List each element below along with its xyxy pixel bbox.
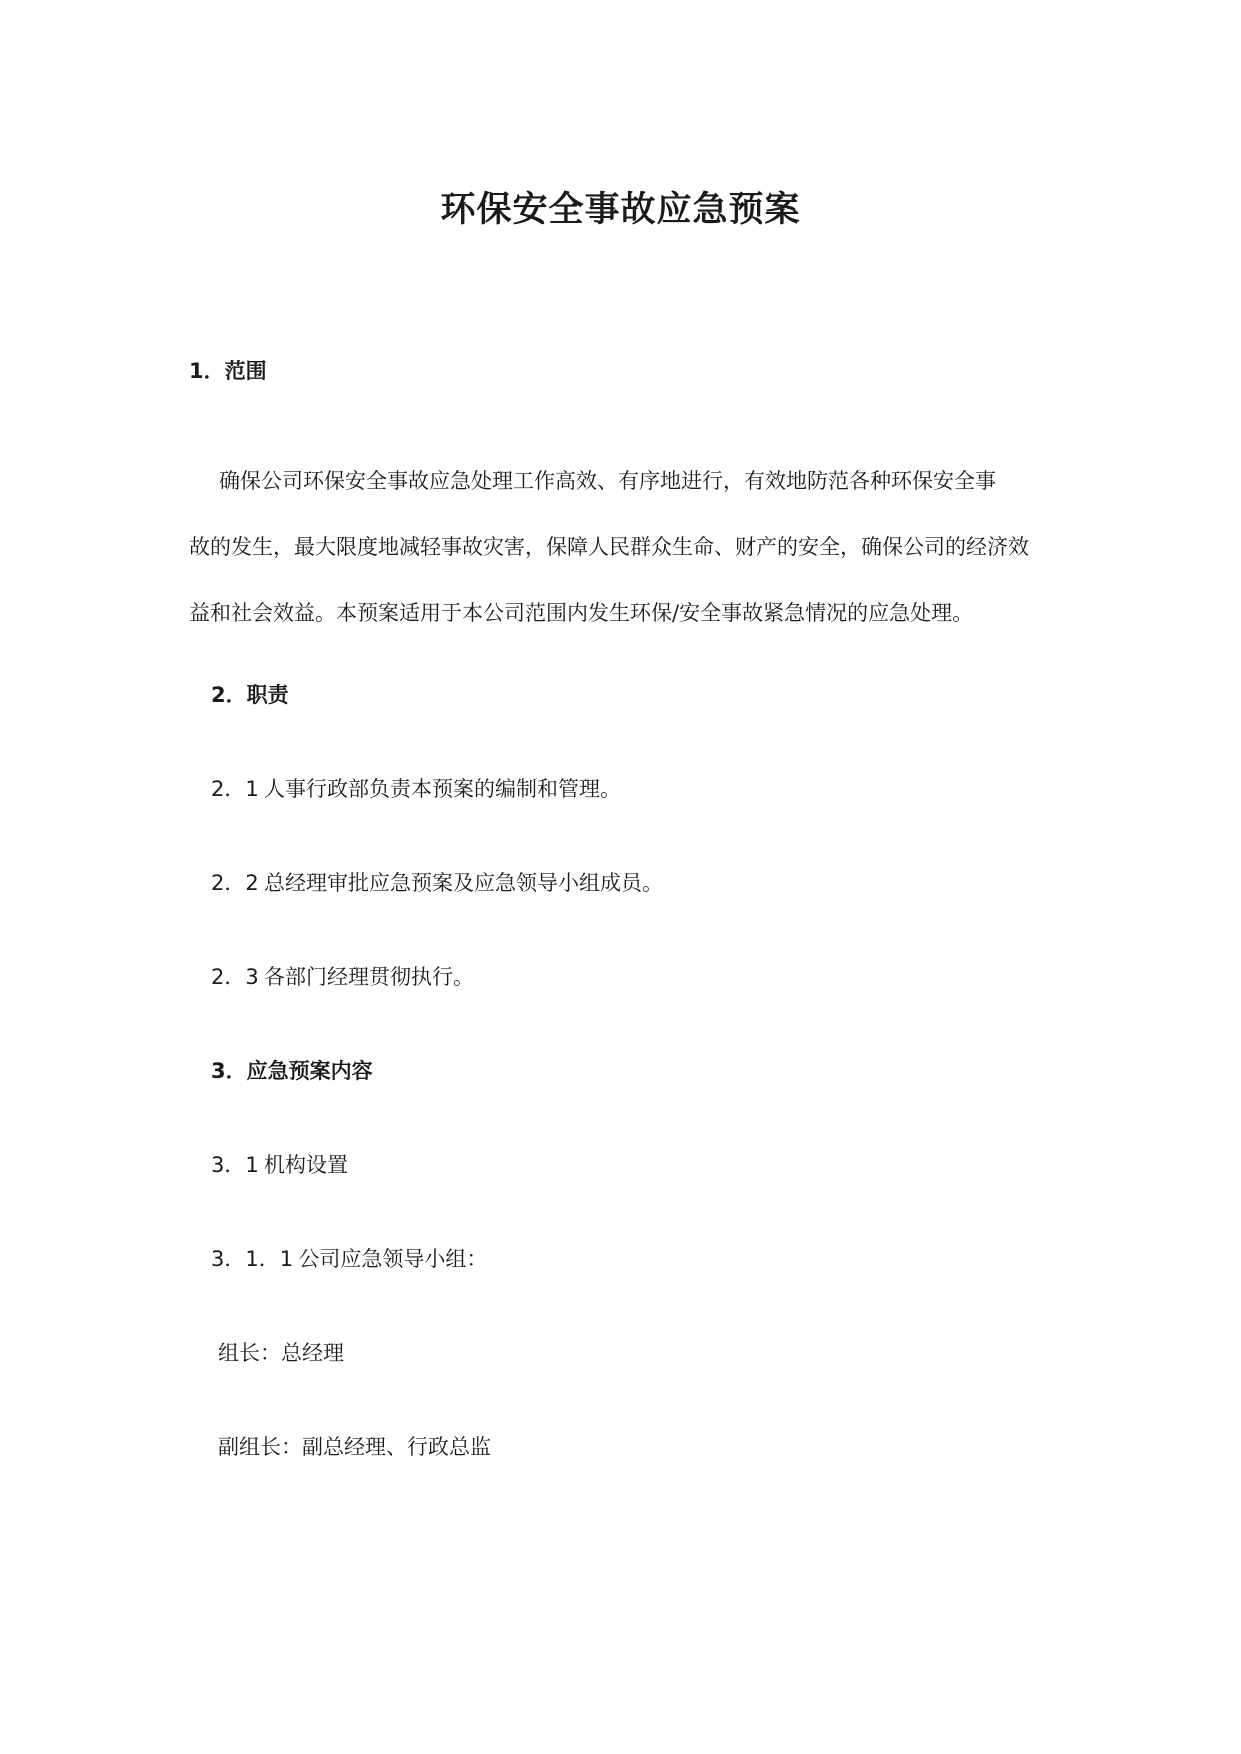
section-3-heading: 3．应急预案内容 (211, 1059, 373, 1083)
item-number: 2．1 (211, 777, 259, 801)
section-1-paragraph (189, 448, 1059, 646)
paragraph-line: 确保公司环保安全事故应急处理工作高效、有序地进行，有效地防范各种环保安全事 (219, 469, 996, 493)
deputy-leader-line: 副组长：副总经理、行政总监 (218, 1435, 491, 1459)
team-leader-line: 组长：总经理 (218, 1341, 344, 1365)
section-2-item (211, 963, 474, 991)
item-number: 3．1 (211, 1153, 259, 1177)
item-number: 2．3 (211, 965, 259, 989)
paragraph-line: 益和社会效益。本预案适用于本公司范围内发生环保/安全事故紧急情况的应急处理。 (189, 601, 974, 625)
item-text: 公司应急领导小组： (298, 1247, 488, 1271)
section-1-heading: 1．范围 (189, 359, 267, 383)
section-2-heading: 2．职责 (211, 683, 289, 707)
document-title: 环保安全事故应急预案 (440, 189, 801, 230)
item-number: 2．2 (211, 871, 259, 895)
item-number: 3．1．1 (211, 1247, 294, 1271)
paragraph-line: 故的发生，最大限度地减轻事故灾害，保障人民群众生命、财产的安全，确保公司的经济效 (189, 535, 1029, 559)
item-text: 人事行政部负责本预案的编制和管理。 (263, 777, 621, 801)
section-3-1-1-subheading (211, 1245, 487, 1273)
section-2-item (211, 775, 621, 803)
section-3-1-subheading (211, 1151, 348, 1179)
item-text: 总经理审批应急预案及应急领导小组成员。 (263, 871, 663, 895)
section-2-item (211, 869, 663, 897)
item-text: 各部门经理贯彻执行。 (263, 965, 474, 989)
item-text: 机构设置 (263, 1153, 348, 1177)
